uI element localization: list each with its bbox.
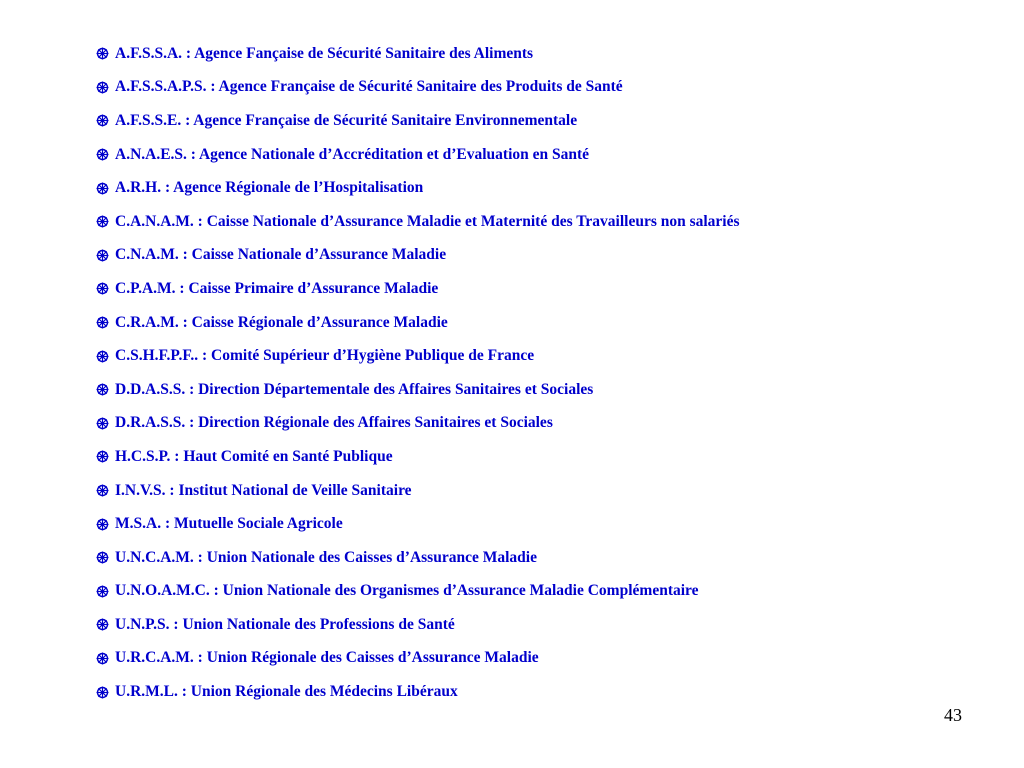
wheel-icon [96, 114, 109, 127]
list-item-text: U.N.O.A.M.C. : Union Nationale des Organismes d’Assurance Maladie Complémentaire [115, 582, 699, 600]
list-item [96, 507, 740, 541]
list-item-text: C.P.A.M. : Caisse Primaire d’Assurance Maladie [115, 279, 439, 297]
list-item-text: U.N.P.S. : Union Nationale des Professions de Santé [115, 615, 455, 633]
list-item [96, 440, 740, 474]
page-number: 43 [944, 705, 962, 725]
list-item [96, 642, 740, 676]
acronym-list [96, 37, 740, 709]
wheel-icon [96, 585, 109, 598]
list-item [96, 373, 740, 407]
wheel-icon [96, 417, 109, 430]
list-item [96, 306, 740, 340]
wheel-icon [96, 182, 109, 195]
wheel-icon [96, 518, 109, 531]
wheel-icon [96, 450, 109, 463]
list-item [96, 104, 740, 138]
list-item-text: A.F.S.S.A.P.S. : Agence Française de Sécurité Sanitaire des Produits de Santé [115, 78, 623, 96]
list-item-text: A.N.A.E.S. : Agence Nationale d’Accréditation et d’Evaluation en Santé [115, 145, 590, 163]
list-item [96, 71, 740, 105]
wheel-icon [96, 148, 109, 161]
wheel-icon [96, 686, 109, 699]
wheel-icon [96, 618, 109, 631]
list-item-text: A.F.S.S.E. : Agence Française de Sécurité Sanitaire Environnementale [115, 111, 578, 129]
list-item [96, 205, 740, 239]
list-item-text: M.S.A. : Mutuelle Sociale Agricole [115, 515, 343, 533]
list-item [96, 171, 740, 205]
list-item [96, 575, 740, 609]
list-item [96, 239, 740, 273]
list-item-text: C.S.H.F.P.F.. : Comité Supérieur d’Hygiène Publique de France [115, 347, 535, 365]
list-item [96, 138, 740, 172]
wheel-icon [96, 47, 109, 60]
list-item [96, 339, 740, 373]
wheel-icon [96, 350, 109, 363]
wheel-icon [96, 215, 109, 228]
list-item [96, 608, 740, 642]
wheel-icon [96, 383, 109, 396]
list-item [96, 37, 740, 71]
list-item-text: C.A.N.A.M. : Caisse Nationale d’Assurance Maladie et Maternité des Travailleurs non salariés [115, 212, 740, 230]
list-item-text: C.N.A.M. : Caisse Nationale d’Assurance Maladie [115, 246, 447, 264]
list-item-text: A.R.H. : Agence Régionale de l’Hospitalisation [115, 179, 424, 197]
wheel-icon [96, 249, 109, 262]
list-item-text: U.N.C.A.M. : Union Nationale des Caisses d’Assurance Maladie [115, 548, 537, 566]
list-item-text: U.R.C.A.M. : Union Régionale des Caisses d’Assurance Maladie [115, 649, 539, 667]
wheel-icon [96, 652, 109, 665]
list-item-text: D.D.A.S.S. : Direction Départementale des Affaires Sanitaires et Sociales [115, 380, 594, 398]
list-item-text: C.R.A.M. : Caisse Régionale d’Assurance Maladie [115, 313, 448, 331]
list-item [96, 541, 740, 575]
list-item-text: I.N.V.S. : Institut National de Veille Sanitaire [115, 481, 412, 499]
list-item [96, 474, 740, 508]
wheel-icon [96, 484, 109, 497]
list-item [96, 407, 740, 441]
list-item-text: D.R.A.S.S. : Direction Régionale des Affaires Sanitaires et Sociales [115, 414, 553, 432]
list-item [96, 272, 740, 306]
wheel-icon [96, 282, 109, 295]
list-item [96, 675, 740, 709]
list-item-text: A.F.S.S.A. : Agence Fançaise de Sécurité Sanitaire des Aliments [115, 44, 534, 62]
wheel-icon [96, 316, 109, 329]
list-item-text: U.R.M.L. : Union Régionale des Médecins Libéraux [115, 683, 458, 701]
list-item-text: H.C.S.P. : Haut Comité en Santé Publique [115, 447, 393, 465]
wheel-icon [96, 81, 109, 94]
wheel-icon [96, 551, 109, 564]
